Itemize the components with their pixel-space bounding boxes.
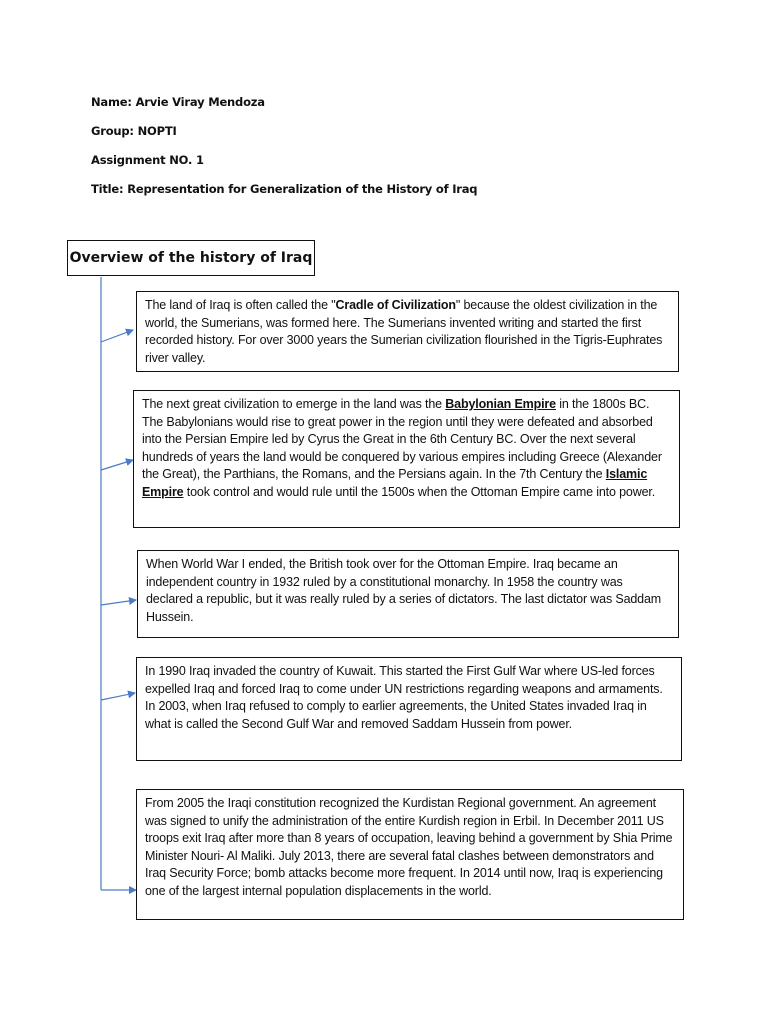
babylonian-empire-link: Babylonian Empire [445, 397, 556, 411]
overview-heading: Overview of the history of Iraq [67, 240, 315, 276]
connector-arrow-4 [101, 693, 135, 700]
history-box-kurdistan: From 2005 the Iraqi constitution recognized the Kurdistan Regional government. An agreement was signed to unify the administration of the entire Kurdish region in Erbil. In December 2011 US troops exit Iraq after more than 8 years of occupation, leaving behind a government by Shia Prime Minister Nouri- Al Maliki. July 2013, there are several fatal clashes between demonstrators and Iraq Security Force; bomb attacks become more frequent. In 2014 until now, Iraq is experiencing one of the largest internal population displacements in the world. [136, 789, 684, 920]
islamic-empire-link: Islamic Empire [142, 467, 648, 499]
history-box-british-rule: When World War I ended, the British took over for the Ottoman Empire. Iraq became an independent country in 1932 ruled by a constitutional monarchy. In 1958 the country was declared a republic, but it was really ruled by a series of dictators. The last dictator was Saddam Hussein. [137, 550, 679, 638]
document-title: Title: Representation for Generalization of the History of Iraq [91, 182, 478, 196]
connector-arrow-1 [101, 330, 133, 342]
connector-arrow-3 [101, 600, 136, 605]
history-box-sumerians: The land of Iraq is often called the "Cradle of Civilization" because the oldest civilization in the world, the Sumerians, was formed here. The Sumerians invented writing and started the first recorded history. For over 3000 years the Sumerian civilization flourished in the Tigris-Euphrates river valley. [136, 291, 679, 372]
student-name: Name: Arvie Viray Mendoza [91, 95, 265, 109]
history-box-empires: The next great civilization to emerge in the land was the Babylonian Empire in the 1800s BC. The Babylonians would rise to great power in the region until they were defeated and absorbed into the Persian Empire led by Cyrus the Great in the 6th Century BC. Over the next several hundreds of years the land would be conquered by various empires including Greece (Alexander the Great), the Parthians, the Romans, and the Persians again. In the 7th Century the Islamic Empire took control and would rule until the 1500s when the Ottoman Empire came into power. [133, 390, 680, 528]
group-label: Group: NOPTI [91, 124, 177, 138]
connector-arrow-2 [101, 460, 133, 470]
history-box-gulf-wars: In 1990 Iraq invaded the country of Kuwait. This started the First Gulf War where US-led forces expelled Iraq and forced Iraq to come under UN restrictions regarding weapons and armaments. In 2003, when Iraq refused to comply to earlier agreements, the United States invaded Iraq in what is called the Second Gulf War and removed Saddam Hussein from power. [136, 657, 682, 761]
assignment-number: Assignment NO. 1 [91, 153, 204, 167]
